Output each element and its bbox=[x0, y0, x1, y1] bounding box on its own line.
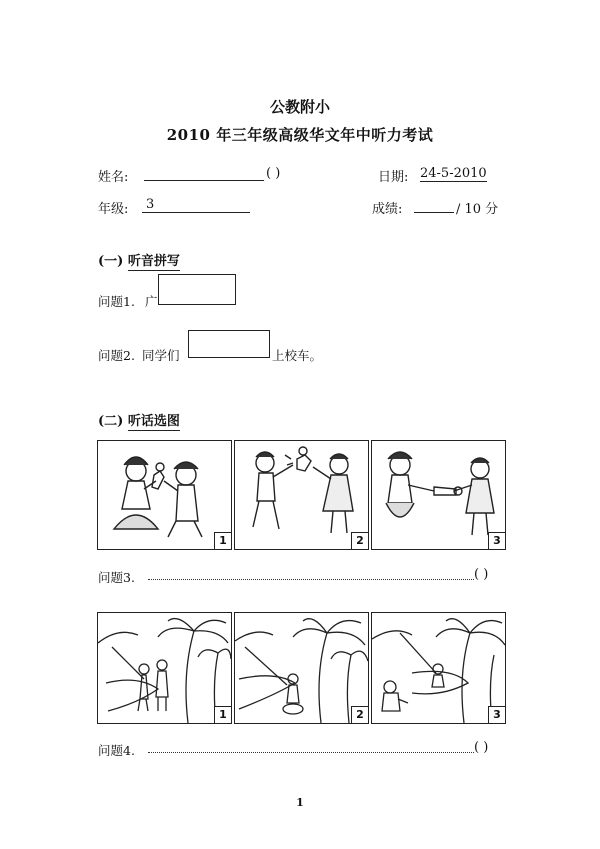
q2-prefix: 同学们 bbox=[142, 348, 180, 363]
children-reaching-for-doll-illustration bbox=[235, 441, 368, 549]
fishing-at-beach-illustration bbox=[98, 613, 231, 723]
q3-dotted-line bbox=[148, 569, 474, 580]
picture-panel-q4-3[interactable] bbox=[371, 612, 506, 724]
page-number: 1 bbox=[296, 796, 304, 809]
date-value: 24-5-2010 bbox=[420, 166, 487, 181]
score-field[interactable] bbox=[414, 198, 454, 213]
panel-number: 2 bbox=[351, 706, 368, 723]
panel-number: 1 bbox=[214, 532, 231, 549]
score-label: 成绩: bbox=[372, 202, 403, 217]
section2-title: 听话选图 bbox=[127, 414, 180, 429]
section1-title: 听音拼写 bbox=[127, 254, 180, 269]
picture-panel-q4-2[interactable] bbox=[234, 612, 369, 724]
fishing-at-beach-illustration bbox=[372, 613, 505, 723]
picture-panel-q4-1[interactable] bbox=[97, 612, 232, 724]
panel-number: 3 bbox=[488, 532, 505, 549]
q2-label: 问题2. bbox=[98, 348, 135, 363]
q1-answer-box[interactable] bbox=[158, 274, 236, 305]
fishing-at-beach-illustration bbox=[235, 613, 368, 723]
q1-label: 问题1. bbox=[98, 294, 135, 309]
panel-number: 3 bbox=[488, 706, 505, 723]
q3-answer-paren[interactable]: ( ) bbox=[474, 567, 489, 582]
q3-label: 问题3. bbox=[98, 570, 135, 585]
grade-field[interactable] bbox=[142, 198, 250, 213]
children-pulling-doll-illustration bbox=[372, 441, 505, 549]
class-number-paren: ( ) bbox=[266, 166, 281, 181]
grade-value: 3 bbox=[146, 197, 155, 212]
section1-heading bbox=[98, 250, 180, 269]
q2-answer-box[interactable] bbox=[188, 330, 270, 358]
name-label: 姓名: bbox=[98, 170, 129, 185]
children-holding-doll-illustration bbox=[98, 441, 231, 549]
panel-number: 1 bbox=[214, 706, 231, 723]
section1-number: (一) bbox=[98, 254, 124, 269]
name-field[interactable] bbox=[144, 166, 264, 181]
date-label: 日期: bbox=[378, 170, 409, 185]
exam-title: 2010 年三年级高级华文年中听力考试 bbox=[166, 126, 434, 144]
score-total: / 10 分 bbox=[456, 202, 499, 217]
picture-panel-q3-3[interactable] bbox=[371, 440, 506, 550]
q4-answer-paren[interactable]: ( ) bbox=[474, 740, 489, 755]
q2-suffix: 上校车。 bbox=[272, 348, 323, 363]
q4-label: 问题4. bbox=[98, 743, 135, 758]
panel-number: 2 bbox=[351, 532, 368, 549]
grade-label: 年级: bbox=[98, 202, 129, 217]
q1-prefix: 广 bbox=[145, 294, 158, 309]
picture-panel-q3-1[interactable] bbox=[97, 440, 232, 550]
school-name: 公教附小 bbox=[269, 98, 330, 116]
picture-panel-q3-2[interactable] bbox=[234, 440, 369, 550]
section2-number: (二) bbox=[98, 414, 124, 429]
q4-dotted-line bbox=[148, 742, 474, 753]
section2-heading bbox=[98, 410, 180, 429]
